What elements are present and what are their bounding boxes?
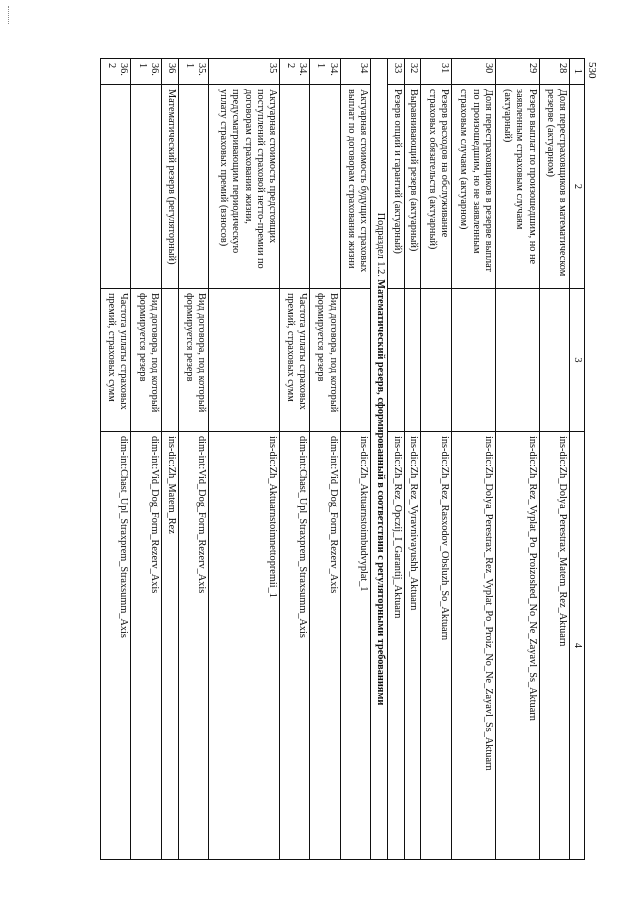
section-prefix: Подраздел 1.2. [374,212,386,280]
table-row [421,59,451,860]
row-dimension: Частота уплаты страховых премий, страховых сумм [279,289,309,432]
reserves-table [100,58,585,860]
header-col-4: 4 [569,432,584,860]
row-name: Математический резерв (регуляторный) [161,85,178,289]
row-code: dim-int:Vid_Dog_Form_Rezerv_Axis [131,432,161,860]
row-dimension: Вид договора, под который формируется резерв [178,289,208,432]
table-row [178,59,208,860]
header-col-1: 1 [569,59,584,85]
row-number: 30 [451,59,495,85]
row-code: ins-dic:Zh_Aktuarnstoimnettopremii_1 [208,432,279,860]
row-name [101,85,131,289]
row-code: ins-dic:Zh_Rez_Opczij_I_Garantij_Aktuarn [387,432,404,860]
row-code: dim-int:Chast_Upl_Straxprem_Straxsumm_Axis [101,432,131,860]
table-row [404,59,421,860]
row-name: Резерв выплат по произошедшим, но не заявленным страховым случаям (актуарный) [495,85,539,289]
row-name: Резерв расходов на обслуживание страховых обязательств (актуарный) [421,85,451,289]
row-code: dim-int:Chast_Upl_Straxprem_Straxsumm_Axis [279,432,309,860]
table-row [539,59,569,860]
row-name: Доля перестраховщиков в резерве выплат по произошедшим, но не заявленным страховым случаям (актуарном) [451,85,495,289]
scan-mark [8,6,16,24]
row-name [310,85,340,289]
row-code: ins-dic:Zh_Rez_Rasxodov_Obsluzh_So_Aktuarn [421,432,451,860]
row-dimension [208,289,279,432]
row-dimension [387,289,404,432]
row-dimension [421,289,451,432]
section-heading [370,59,387,860]
row-number: 34.2 [279,59,309,85]
row-number: 34 [340,59,370,85]
table-row [131,59,161,860]
table-row [279,59,309,860]
table-row [340,59,370,860]
header-col-3: 3 [569,289,584,432]
row-number: 31 [421,59,451,85]
row-number: 32 [404,59,421,85]
row-dimension [161,289,178,432]
row-code: dim-int:Vid_Dog_Form_Rezerv_Axis [178,432,208,860]
table-row [101,59,131,860]
row-number: 36.1 [131,59,161,85]
row-dimension: Вид договора, под который формируется резерв [131,289,161,432]
row-code: ins-dic:Zh_Matem_Rez [161,432,178,860]
rotated-table-container [100,58,585,858]
row-name [178,85,208,289]
row-number: 34.1 [310,59,340,85]
row-code: ins-dic:Zh_Rez_Vyplat_Po_Proizoshed_No_Ne_Zayavl_Ss_Aktuarn [495,432,539,860]
row-dimension: Вид договора, под который формируется резерв [310,289,340,432]
row-name: Актуарная стоимость предстоящих поступлений страховой нетто-премии по договорам страхования жизни, предусматривающим периодическую уплату страховых премий (взносов) [208,85,279,289]
row-number: 36 [161,59,178,85]
row-code: ins-dic:Zh_Rez_Vyravnivayushh_Aktuarn [404,432,421,860]
row-name [131,85,161,289]
row-number: 35 [208,59,279,85]
row-number: 28 [539,59,569,85]
row-code: ins-dic:Zh_Dolya_Perestrax_Matem_Rez_Aktuarn [539,432,569,860]
row-dimension [539,289,569,432]
row-dimension [340,289,370,432]
row-name: Резерв опций и гарантий (актуарный) [387,85,404,289]
row-number: 36.2 [101,59,131,85]
row-number: 35.1 [178,59,208,85]
row-code: dim-int:Vid_Dog_Form_Rezerv_Axis [310,432,340,860]
table-row [208,59,279,860]
table-row [495,59,539,860]
row-number: 33 [387,59,404,85]
row-dimension [404,289,421,432]
row-number: 29 [495,59,539,85]
table-row [387,59,404,860]
section-title: Математический резерв, сформированный в соответствии с регуляторными требованиями [374,279,386,706]
row-name: Выравнивающий резерв (актуарный) [404,85,421,289]
row-code: ins-dic:Zh_Dolya_Perestrax_Rez_Vyplat_Po_Proiz_No_Ne_Zayavl_Ss_Aktuarn [451,432,495,860]
row-dimension: Частота уплаты страховых премий, страховых сумм [101,289,131,432]
page-number: 530 [586,62,598,79]
table-header-row [569,59,584,860]
section-row [370,59,387,860]
table-row [310,59,340,860]
row-name: Доля перестраховщиков в математическом резерве (актуарном) [539,85,569,289]
header-col-2: 2 [569,85,584,289]
row-dimension [495,289,539,432]
row-name [279,85,309,289]
table-row [451,59,495,860]
row-name: Актуарная стоимость будущих страховых выплат по договорам страхования жизни [340,85,370,289]
table-row [161,59,178,860]
row-code: ins-dic:Zh_Aktuarnstoimbudvyplat_1 [340,432,370,860]
row-dimension [451,289,495,432]
